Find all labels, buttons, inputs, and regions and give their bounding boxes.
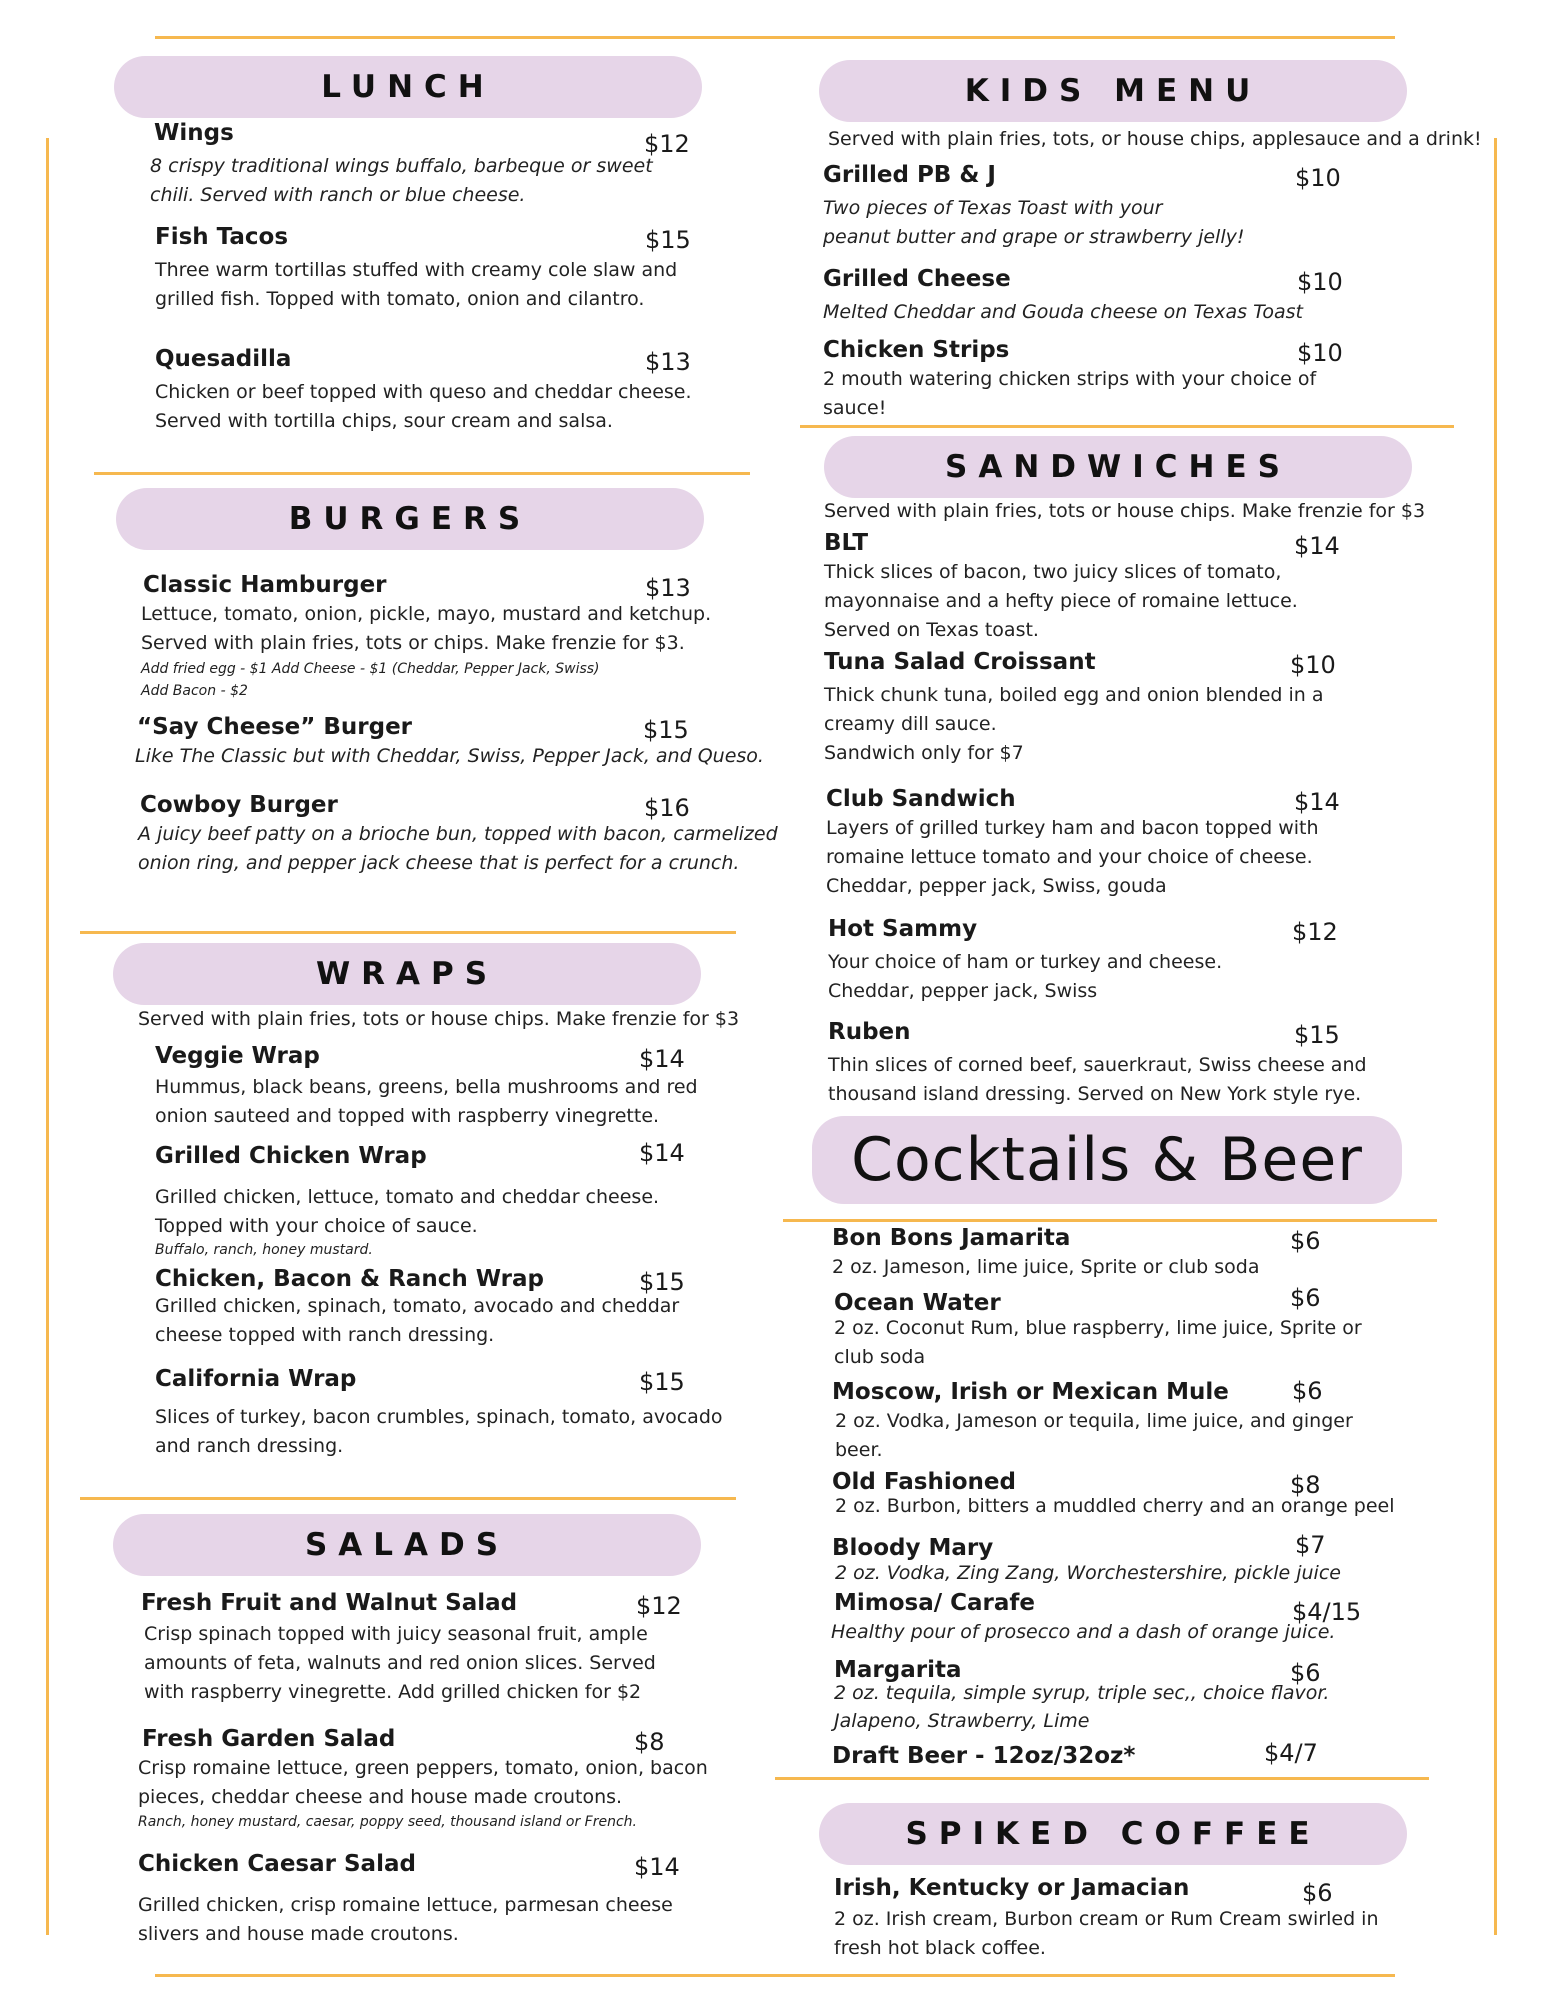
item-price: $6 [1290, 1284, 1321, 1312]
item-desc: beer. [835, 1439, 883, 1461]
bottom-rule [155, 1974, 1395, 1977]
item-price: $12 [1292, 918, 1338, 946]
item-desc: 2 oz. Burbon, bitters a muddled cherry and an orange peel [835, 1495, 1395, 1517]
section-header-burgers: BURGERS [116, 488, 704, 550]
divider-burgers-wraps [80, 931, 736, 934]
item-desc: cheese topped with ranch dressing. [155, 1324, 495, 1346]
item-name: Fish Tacos [155, 224, 289, 250]
item-desc: creamy dill sauce. [824, 713, 997, 735]
item-desc: mayonnaise and a hefty piece of romaine lettuce. [824, 590, 1298, 612]
item-desc: onion ring, and pepper jack cheese that is perfect for a crunch. [138, 852, 740, 874]
item-price: $10 [1290, 651, 1336, 679]
item-desc: 2 oz. Coconut Rum, blue raspberry, lime juice, Sprite or [834, 1317, 1362, 1339]
item-price: $10 [1295, 164, 1341, 192]
item-price: $6 [1292, 1377, 1323, 1405]
item-desc: Two pieces of Texas Toast with your [823, 197, 1163, 219]
item-desc: Cheddar, pepper jack, Swiss [828, 980, 1098, 1002]
item-name: Club Sandwich [826, 786, 1016, 812]
item-desc: Served on Texas toast. [824, 619, 1039, 641]
section-header-lunch: LUNCH [114, 56, 702, 118]
item-desc: 2 oz. Vodka, Jameson or tequila, lime juice, and ginger [835, 1410, 1353, 1432]
item-name: Old Fashioned [832, 1469, 1016, 1495]
item-desc: Hummus, black beans, greens, bella mushrooms and red [155, 1076, 698, 1098]
item-name: Grilled Chicken Wrap [155, 1143, 427, 1169]
item-name: Fresh Garden Salad [142, 1726, 396, 1752]
item-desc: Cheddar, pepper jack, Swiss, gouda [826, 875, 1167, 897]
item-name: Hot Sammy [828, 916, 978, 942]
item-price: $6 [1290, 1659, 1321, 1687]
top-rule [155, 36, 1395, 39]
item-price: $15 [645, 226, 691, 254]
item-desc: Chicken or beef topped with queso and cheddar cheese. [155, 381, 692, 403]
item-name: Tuna Salad Croissant [824, 649, 1096, 675]
item-name: Bloody Mary [832, 1535, 994, 1561]
item-sauce-options: Buffalo, ranch, honey mustard. [155, 1242, 373, 1258]
section-header-sandwiches: SANDWICHES [824, 436, 1412, 498]
item-desc: sauce! [823, 397, 887, 419]
item-price: $10 [1297, 268, 1343, 296]
item-price: $14 [639, 1045, 685, 1073]
item-name: “Say Cheese” Burger [137, 714, 413, 740]
item-price: $12 [644, 130, 690, 158]
item-desc: Your choice of ham or turkey and cheese. [828, 951, 1223, 973]
divider-lunch-burgers [94, 472, 750, 475]
item-name: Grilled Cheese [823, 266, 1011, 292]
item-name: Bon Bons Jamarita [832, 1225, 1071, 1251]
item-desc: with raspberry vinegrette. Add grilled chicken for $2 [144, 1681, 642, 1703]
item-desc: pieces, cheddar cheese and house made croutons. [138, 1786, 623, 1808]
item-price: $15 [639, 1268, 685, 1296]
item-name: Irish, Kentucky or Jamacian [834, 1875, 1190, 1901]
left-border [46, 138, 49, 1935]
item-price: $16 [644, 794, 690, 822]
right-border [1494, 138, 1497, 1935]
item-name: Ocean Water [834, 1290, 1001, 1316]
item-desc: onion sauteed and topped with raspberry vinegrette. [155, 1105, 660, 1127]
item-price: $12 [636, 1592, 682, 1620]
item-name: BLT [824, 530, 869, 556]
item-desc: 8 crispy traditional wings buffalo, barbeque or sweet [150, 155, 653, 177]
item-desc: Crisp romaine lettuce, green peppers, tomato, onion, bacon [138, 1757, 708, 1779]
item-desc: Three warm tortillas stuffed with creamy cole slaw and [155, 259, 678, 281]
item-desc: Slices of turkey, bacon crumbles, spinach, tomato, avocado [155, 1406, 723, 1428]
item-desc: Topped with your choice of sauce. [155, 1215, 478, 1237]
item-name: Mimosa/ Carafe [834, 1590, 1036, 1616]
item-name: Cowboy Burger [140, 792, 338, 818]
item-desc: Served with tortilla chips, sour cream and salsa. [155, 410, 613, 432]
item-desc: Layers of grilled turkey ham and bacon topped with [826, 817, 1319, 839]
item-desc: Served with plain fries, tots or chips. Make frenzie for $3. [141, 632, 685, 654]
section-header-salads: SALADS [113, 1514, 701, 1576]
item-desc: thousand island dressing. Served on New York style rye. [828, 1083, 1362, 1105]
item-desc: romaine lettuce tomato and your choice of cheese. [826, 846, 1313, 868]
divider-cocktails [783, 1219, 1437, 1222]
kids-subtitle: Served with plain fries, tots, or house chips, applesauce and a drink! [828, 128, 1482, 150]
item-desc: amounts of feta, walnuts and red onion slices. Served [144, 1652, 656, 1674]
item-desc: Thin slices of corned beef, sauerkraut, Swiss cheese and [828, 1054, 1367, 1076]
item-name: Classic Hamburger [143, 572, 387, 598]
divider-wraps-salads [80, 1497, 736, 1500]
item-desc: 2 mouth watering chicken strips with your choice of [823, 368, 1317, 390]
item-price: $14 [634, 1853, 680, 1881]
item-desc: A juicy beef patty on a brioche bun, topped with bacon, carmelized [138, 823, 778, 845]
item-name: Chicken Caesar Salad [138, 1851, 416, 1877]
item-price: $14 [1294, 532, 1340, 560]
section-header-spiked-coffee: SPIKED COFFEE [819, 1803, 1407, 1865]
item-price: $15 [643, 716, 689, 744]
item-addons: Add fried egg - $1 Add Cheese - $1 (Cheddar, Pepper Jack, Swiss) [141, 661, 600, 677]
item-name: Ruben [828, 1019, 911, 1045]
item-desc: 2 oz. tequila, simple syrup, triple sec,, choice flavor. [834, 1682, 1330, 1704]
item-desc: club soda [834, 1346, 926, 1368]
item-name: Grilled PB & J [823, 162, 996, 188]
item-price: $6 [1302, 1879, 1333, 1907]
item-price: $13 [645, 348, 691, 376]
item-name: Quesadilla [155, 346, 292, 372]
item-desc: 2 oz. Irish cream, Burbon cream or Rum Cream swirled in [834, 1908, 1379, 1930]
item-price: $13 [645, 574, 691, 602]
wraps-subtitle: Served with plain fries, tots or house chips. Make frenzie for $3 [138, 1008, 740, 1030]
item-desc: Melted Cheddar and Gouda cheese on Texas Toast [823, 301, 1303, 323]
item-desc: Grilled chicken, lettuce, tomato and cheddar cheese. [155, 1186, 660, 1208]
item-price: $4/7 [1264, 1739, 1318, 1767]
item-name: Draft Beer - 12oz/32oz* [832, 1743, 1136, 1769]
item-price: $15 [639, 1368, 685, 1396]
item-dressing-options: Ranch, honey mustard, caesar, poppy seed, thousand island or French. [138, 1814, 637, 1830]
item-name: Moscow, Irish or Mexican Mule [832, 1379, 1229, 1405]
item-desc: grilled fish. Topped with tomato, onion and cilantro. [155, 288, 645, 310]
section-header-cocktails: Cocktails & Beer [812, 1116, 1402, 1204]
item-desc: Grilled chicken, spinach, tomato, avocado and cheddar [155, 1295, 680, 1317]
item-desc: Like The Classic but with Cheddar, Swiss, Pepper Jack, and Queso. [135, 745, 764, 767]
item-price: $4/15 [1292, 1598, 1362, 1626]
section-header-wraps: WRAPS [113, 943, 701, 1005]
item-desc: and ranch dressing. [155, 1435, 344, 1457]
item-price: $14 [1294, 788, 1340, 816]
item-desc: Thick chunk tuna, boiled egg and onion blended in a [824, 684, 1324, 706]
item-name: Wings [154, 120, 234, 146]
item-desc: 2 oz. Jameson, lime juice, Sprite or club soda [832, 1256, 1260, 1278]
section-header-kids-menu: KIDS MENU [819, 60, 1407, 122]
divider-kids-sandwiches [800, 425, 1454, 428]
item-desc: 2 oz. Vodka, Zing Zang, Worchestershire, pickle juice [835, 1562, 1341, 1584]
item-price: $6 [1290, 1227, 1321, 1255]
item-price: $7 [1295, 1531, 1326, 1559]
item-name: Chicken Strips [823, 337, 1010, 363]
item-name: Margarita [834, 1657, 962, 1683]
item-name: Chicken, Bacon & Ranch Wrap [155, 1266, 545, 1292]
item-desc: Healthy pour of prosecco and a dash of orange juice. [831, 1621, 1336, 1643]
item-price: $8 [634, 1728, 665, 1756]
item-price: $15 [1294, 1021, 1340, 1049]
item-name: Fresh Fruit and Walnut Salad [141, 1590, 518, 1616]
item-desc: Crisp spinach topped with juicy seasonal fruit, ample [144, 1623, 648, 1645]
item-desc: Thick slices of bacon, two juicy slices of tomato, [824, 561, 1282, 583]
divider-cocktails-coffee [775, 1777, 1429, 1780]
item-desc: peanut butter and grape or strawberry jelly! [823, 226, 1245, 248]
item-price: $14 [639, 1139, 685, 1167]
item-name: California Wrap [155, 1366, 357, 1392]
item-desc: Grilled chicken, crisp romaine lettuce, parmesan cheese [138, 1894, 673, 1916]
item-price: $8 [1290, 1471, 1321, 1499]
item-desc: chili. Served with ranch or blue cheese. [150, 184, 526, 206]
item-desc: Sandwich only for $7 [824, 742, 1024, 764]
item-desc: fresh hot black coffee. [834, 1937, 1046, 1959]
item-desc: Jalapeno, Strawberry, Lime [834, 1710, 1090, 1732]
sandwiches-subtitle: Served with plain fries, tots or house chips. Make frenzie for $3 [824, 500, 1426, 522]
item-desc: slivers and house made croutons. [138, 1923, 459, 1945]
item-desc: Lettuce, tomato, onion, pickle, mayo, mustard and ketchup. [141, 603, 712, 625]
item-addons: Add Bacon - $2 [141, 683, 248, 699]
item-price: $10 [1297, 339, 1343, 367]
item-name: Veggie Wrap [155, 1043, 320, 1069]
